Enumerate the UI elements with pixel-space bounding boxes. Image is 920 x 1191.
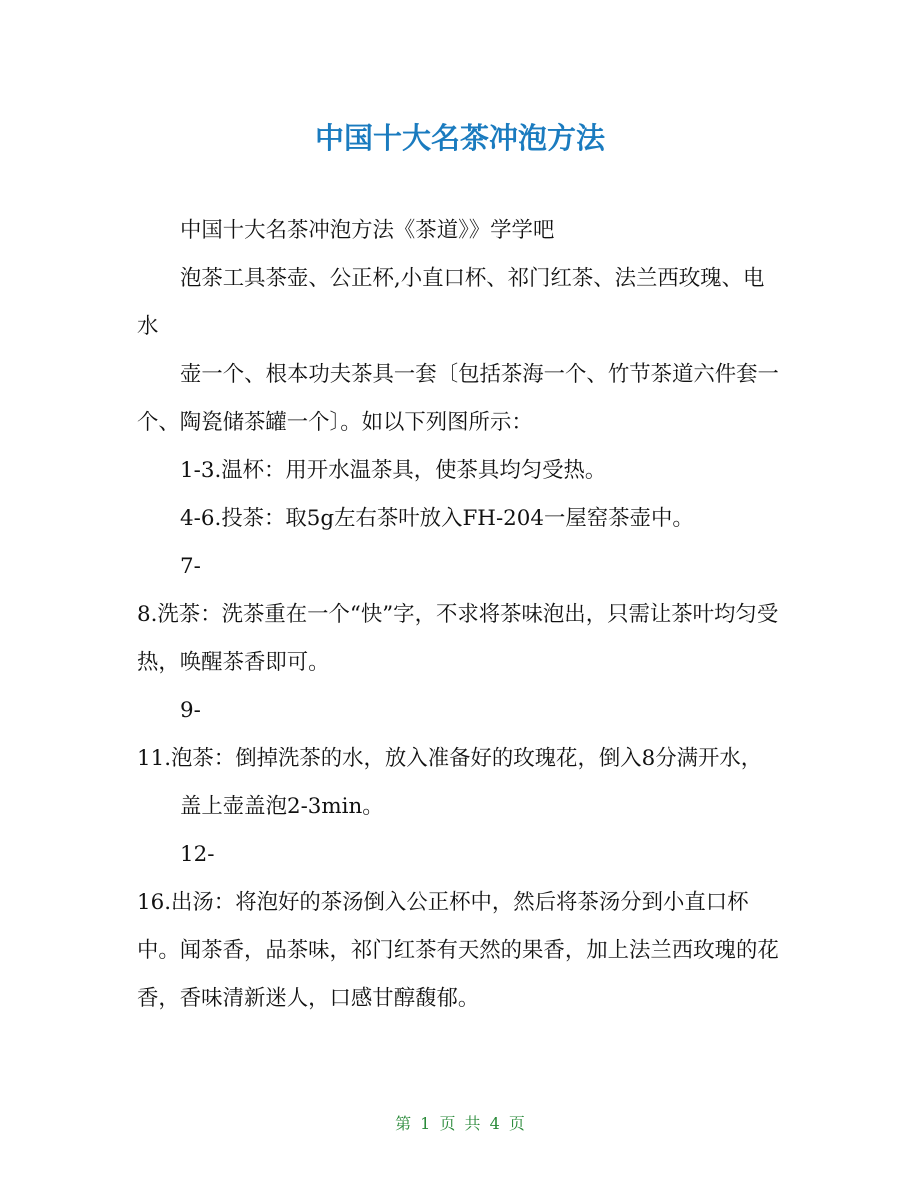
paragraph-tools: 泡茶工具茶壶、公正杯,小直口杯、祁门红茶、法兰西玫瑰、电水 <box>137 266 765 339</box>
paragraph-step-number-9: 9- <box>180 698 201 723</box>
paragraph-step-number-12: 12- <box>180 842 215 867</box>
paragraph-step-number-7: 7- <box>180 554 201 579</box>
paragraph-step-pour-out: 16.出汤：将泡好的茶汤倒入公正杯中，然后将茶汤分到小直口杯中。闻茶香，品茶味，祁门红茶有天然的果香，加上法兰西玫瑰的花香，香味清新迷人，口感甘醇馥郁。 <box>137 890 779 1011</box>
paragraph-step-brew-tea: 11.泡茶：倒掉洗茶的水，放入准备好的玫瑰花，倒入8分满开水， <box>137 746 763 771</box>
paragraph-tea-set: 壶一个、根本功夫茶具一套〔包括茶海一个、竹节茶道六件套一个、陶瓷储茶罐一个〕。如以下列图所示： <box>137 362 779 435</box>
document-title: 中国十大名茶冲泡方法 <box>314 121 605 155</box>
paragraph-step-add-tea: 4-6.投茶：取5g左右茶叶放入FH-204一屋窑茶壶中。 <box>180 506 694 531</box>
page-footer: 第 1 页 共 4 页 <box>395 1114 525 1133</box>
paragraph-step-warm-cup: 1-3.温杯：用开水温茶具，使茶具均匀受热。 <box>180 458 607 483</box>
paragraph-intro: 中国十大名茶冲泡方法《茶道》》学学吧 <box>180 218 555 243</box>
document-body <box>137 207 785 1023</box>
paragraph-step-wash-tea: 8.洗茶：洗茶重在一个“快”字，不求将茶味泡出，只需让茶叶均匀受热，唤醒茶香即可。 <box>137 602 779 675</box>
paragraph-step-cover-lid: 盖上壶盖泡2-3min。 <box>180 794 384 819</box>
